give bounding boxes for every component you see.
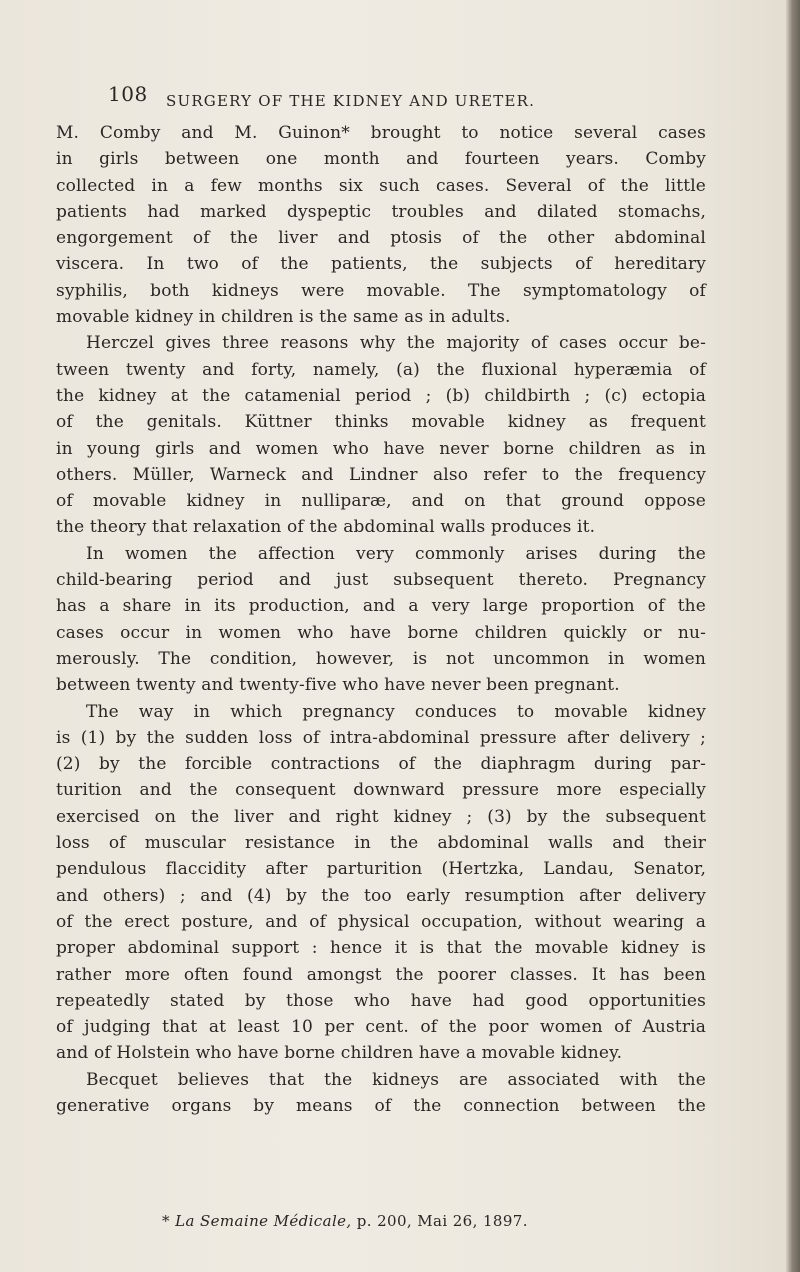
page-number: 108 xyxy=(108,82,148,106)
text-line: Becquet believes that the kidneys are associated with the xyxy=(86,1069,706,1090)
text-line: of judging that at least 10 per cent. of the poor women of Austria xyxy=(56,1017,706,1038)
text-line: between twenty and twenty-five who have never been pregnant. xyxy=(56,675,620,696)
text-line: in girls between one month and fourteen years. Comby xyxy=(56,149,706,170)
text-line: has a share in its production, and a very large proportion of the xyxy=(56,596,706,617)
text-line: viscera. In two of the patients, the subjects of hereditary xyxy=(56,254,706,275)
text-line: syphilis, both kidneys were movable. The symptomatology of xyxy=(56,280,706,301)
text-line: engorgement of the liver and ptosis of the other abdominal xyxy=(56,228,706,249)
text-line: movable kidney in children is the same as in adults. xyxy=(56,307,511,328)
body-text xyxy=(56,120,706,1119)
text-line: generative organs by means of the connection between the xyxy=(56,1095,706,1116)
text-line: patients had marked dyspeptic troubles and dilated stomachs, xyxy=(56,201,706,222)
text-line: Herczel gives three reasons why the majority of cases occur be- xyxy=(86,333,706,354)
footnote-citation: p. 200, Mai 26, 1897. xyxy=(356,1212,528,1230)
text-line: pendulous flaccidity after parturition (Hertzka, Landau, Senator, xyxy=(56,859,706,880)
text-line: collected in a few months six such cases. Several of the little xyxy=(56,175,706,196)
text-line: of the erect posture, and of physical occupation, without wearing a xyxy=(56,911,706,932)
running-head: SURGERY OF THE KIDNEY AND URETER. xyxy=(166,92,536,110)
text-line: in young girls and women who have never borne children as in xyxy=(56,438,706,459)
text-line: rather more often found amongst the poorer classes. It has been xyxy=(56,964,706,985)
text-line: and of Holstein who have borne children have a movable kidney. xyxy=(56,1043,623,1064)
page-edge-shadow xyxy=(786,0,800,1272)
text-line: proper abdominal support : hence it is that the movable kidney is xyxy=(56,938,706,959)
text-line: turition and the consequent downward pressure more especially xyxy=(56,780,706,801)
text-line: and others) ; and (4) by the too early resumption after delivery xyxy=(56,885,706,906)
text-line: In women the affection very commonly arises during the xyxy=(86,543,706,564)
text-line: The way in which pregnancy conduces to movable kidney xyxy=(86,701,706,722)
footnote xyxy=(162,1212,528,1230)
footnote-source: La Semaine Médicale, xyxy=(175,1212,352,1230)
text-line: (2) by the forcible contractions of the diaphragm during par- xyxy=(56,754,706,775)
text-line: cases occur in women who have borne children quickly or nu- xyxy=(56,622,706,643)
text-line: tween twenty and forty, namely, (a) the fluxional hyperæmia of xyxy=(56,359,706,380)
text-line: the kidney at the catamenial period ; (b) childbirth ; (c) ectopia xyxy=(56,385,706,406)
footnote-marker: * xyxy=(162,1212,170,1230)
text-line: of movable kidney in nulliparæ, and on that ground oppose xyxy=(56,491,706,512)
text-line: M. Comby and M. Guinon* brought to notice several cases xyxy=(56,123,706,143)
text-line: exercised on the liver and right kidney ; (3) by the subsequent xyxy=(56,806,706,827)
text-line: merously. The condition, however, is not uncommon in women xyxy=(56,648,706,669)
text-line: repeatedly stated by those who have had good opportunities xyxy=(56,990,706,1011)
page-header xyxy=(108,82,598,114)
text-line: child-bearing period and just subsequent thereto. Pregnancy xyxy=(56,570,706,591)
text-line: others. Müller, Warneck and Lindner also refer to the frequency xyxy=(56,464,706,485)
text-line: the theory that relaxation of the abdominal walls produces it. xyxy=(56,517,596,538)
text-line: loss of muscular resistance in the abdominal walls and their xyxy=(56,833,706,854)
text-line: is (1) by the sudden loss of intra-abdominal pressure after delivery ; xyxy=(56,727,706,748)
text-line: of the genitals. Küttner thinks movable kidney as frequent xyxy=(56,412,706,433)
